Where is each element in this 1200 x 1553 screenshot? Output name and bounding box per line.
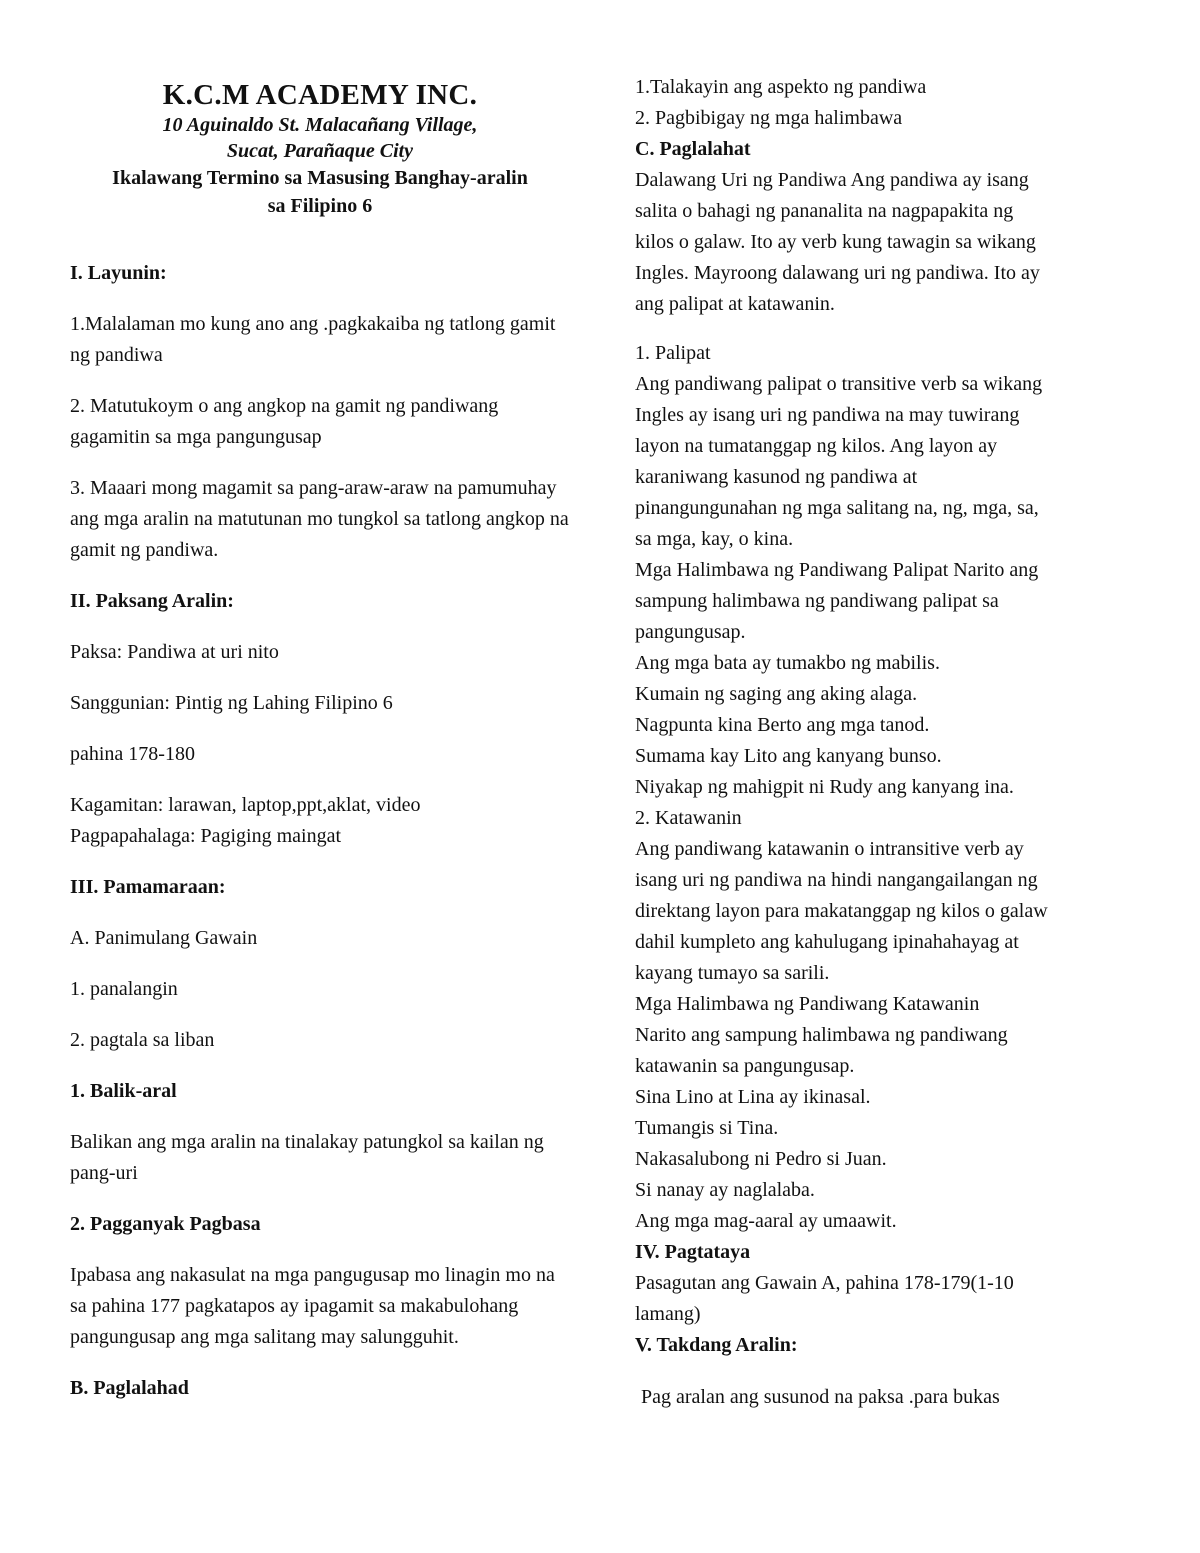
- pagpapahalaga-text: Pagpapahalaga: Pagiging maingat: [70, 825, 342, 847]
- layunin-item-1: 1.Malalaman mo kung ano ang .pagkakaiba ng tatlong gamit ng pandiwa: [70, 313, 556, 366]
- discussion-line: Sina Lino at Lina ay ikinasal.: [635, 1086, 871, 1108]
- document-header: [70, 78, 570, 220]
- paragraph-gap: [635, 1361, 1155, 1382]
- school-address-line2: Sucat, Parañaque City: [226, 140, 414, 162]
- paksa-text: Paksa: Pandiwa at uri nito: [70, 641, 279, 663]
- kagamitan-text: Kagamitan: larawan, laptop,ppt,aklat, video: [70, 794, 421, 816]
- discussion-line: Nakasalubong ni Pedro si Juan.: [635, 1148, 887, 1170]
- discussion-line: Nagpunta kina Berto ang mga tanod.: [635, 714, 930, 736]
- discussion-line: Ang mga bata ay tumakbo ng mabilis.: [635, 652, 940, 674]
- subheading-paglalahat: C. Paglalahat: [635, 138, 751, 160]
- section-heading-paksang-aralin: II. Paksang Aralin:: [70, 590, 234, 612]
- panalangin-item: 1. panalangin: [70, 978, 178, 1000]
- section-heading-takdang-aralin: V. Takdang Aralin:: [635, 1334, 798, 1356]
- discussion-line: sa mga, kay, o kina.: [635, 528, 794, 550]
- discussion-line: direktang layon para makatanggap ng kilos o galaw: [635, 900, 1048, 922]
- discussion-line: kayang tumayo sa sarili.: [635, 962, 830, 984]
- pagtala-item: 2. pagtala sa liban: [70, 1029, 215, 1051]
- discussion-line: Narito ang sampung halimbawa ng pandiwang: [635, 1024, 1008, 1046]
- right-column: [635, 72, 1155, 1413]
- subheading-pagganyak: 2. Pagganyak Pagbasa: [70, 1213, 261, 1235]
- left-column: [70, 78, 570, 1424]
- takdang-aralin-text: Pag aralan ang susunod na paksa .para bukas: [641, 1386, 1000, 1408]
- paglalahat-line: Dalawang Uri ng Pandiwa Ang pandiwa ay isang: [635, 169, 1029, 191]
- discussion-line: Ingles ay isang uri ng pandiwa na may tuwirang: [635, 404, 1020, 426]
- balik-aral-text: Balikan ang mga aralin na tinalakay patungkol sa kailan ng pang-uri: [70, 1131, 544, 1184]
- discussion-line: Niyakap ng mahigpit ni Rudy ang kanyang ina.: [635, 776, 1014, 798]
- discussion-line: Ang pandiwang katawanin o intransitive verb ay: [635, 838, 1024, 860]
- panimulang-gawain: A. Panimulang Gawain: [70, 927, 258, 949]
- section-heading-pamamaraan: III. Pamamaraan:: [70, 876, 226, 898]
- paglalahat-line: ang palipat at katawanin.: [635, 293, 835, 315]
- discussion-line: Mga Halimbawa ng Pandiwang Katawanin: [635, 993, 980, 1015]
- discussion-line: pangungusap.: [635, 621, 746, 643]
- discussion-line: sampung halimbawa ng pandiwang palipat sa: [635, 590, 999, 612]
- school-address-line1: 10 Aguinaldo St. Malacañang Village,: [162, 114, 478, 136]
- section-heading-pagtataya: IV. Pagtataya: [635, 1241, 751, 1263]
- document-subtitle-line2: sa Filipino 6: [267, 195, 373, 217]
- paglalahat-line: kilos o galaw. Ito ay verb kung tawagin sa wikang: [635, 231, 1036, 253]
- discussion-line: isang uri ng pandiwa na hindi nangangailangan ng: [635, 869, 1038, 891]
- discussion-line: 1. Palipat: [635, 342, 711, 364]
- pagtataya-line: lamang): [635, 1303, 701, 1325]
- discussion-line: karaniwang kasunod ng pandiwa at: [635, 466, 918, 488]
- discussion-line: pinangungunahan ng mga salitang na, ng, mga, sa,: [635, 497, 1039, 519]
- document-subtitle-line1: Ikalawang Termino sa Masusing Banghay-aralin: [112, 167, 528, 189]
- discussion-line: Ang mga mag-aaral ay umaawit.: [635, 1210, 897, 1232]
- discussion-line: 2. Katawanin: [635, 807, 742, 829]
- layunin-item-2: 2. Matutukoym o ang angkop na gamit ng pandiwang gagamitin sa mga pangungusap: [70, 395, 499, 448]
- discussion-line: dahil kumpleto ang kahulugang ipinahahayag at: [635, 931, 1019, 953]
- paglalahat-line: Ingles. Mayroong dalawang uri ng pandiwa. Ito ay: [635, 262, 1040, 284]
- section-heading-layunin: I. Layunin:: [70, 262, 167, 284]
- discussion-line: Tumangis si Tina.: [635, 1117, 779, 1139]
- pahina-text: pahina 178-180: [70, 743, 195, 765]
- talakayin-item: 1.Talakayin ang aspekto ng pandiwa: [635, 76, 927, 98]
- subheading-paglalahad: B. Paglalahad: [70, 1377, 189, 1399]
- paragraph-gap: [635, 320, 1155, 338]
- discussion-line: Mga Halimbawa ng Pandiwang Palipat Narito ang: [635, 559, 1039, 581]
- pagbibigay-item: 2. Pagbibigay ng mga halimbawa: [635, 107, 903, 129]
- discussion-line: Kumain ng saging ang aking alaga.: [635, 683, 918, 705]
- layunin-item-3: 3. Maaari mong magamit sa pang-araw-araw na pamumuhay ang mga aralin na matutunan mo tungkol sa tatlong angkop na gamit ng pandiwa.: [70, 477, 569, 561]
- sanggunian-text: Sanggunian: Pintig ng Lahing Filipino 6: [70, 692, 393, 714]
- discussion-line: Sumama kay Lito ang kanyang bunso.: [635, 745, 942, 767]
- pandiwa-discussion: [635, 338, 1155, 1237]
- pagganyak-text: Ipabasa ang nakasulat na mga pangugusap mo linagin mo na sa pahina 177 pagkatapos ay ipagamit sa makabulohang pangungusap ang mga salitang may salungguhit.: [70, 1264, 555, 1348]
- paglalahat-line: salita o bahagi ng pananalita na nagpapakita ng: [635, 200, 1014, 222]
- discussion-line: Ang pandiwang palipat o transitive verb sa wikang: [635, 373, 1043, 395]
- discussion-line: katawanin sa pangungusap.: [635, 1055, 855, 1077]
- subheading-balik-aral: 1. Balik-aral: [70, 1080, 177, 1102]
- discussion-line: layon na tumatanggap ng kilos. Ang layon ay: [635, 435, 998, 457]
- school-name: K.C.M ACADEMY INC.: [162, 79, 478, 111]
- pagtataya-line: Pasagutan ang Gawain A, pahina 178-179(1-10: [635, 1272, 1014, 1294]
- discussion-line: Si nanay ay naglalaba.: [635, 1179, 815, 1201]
